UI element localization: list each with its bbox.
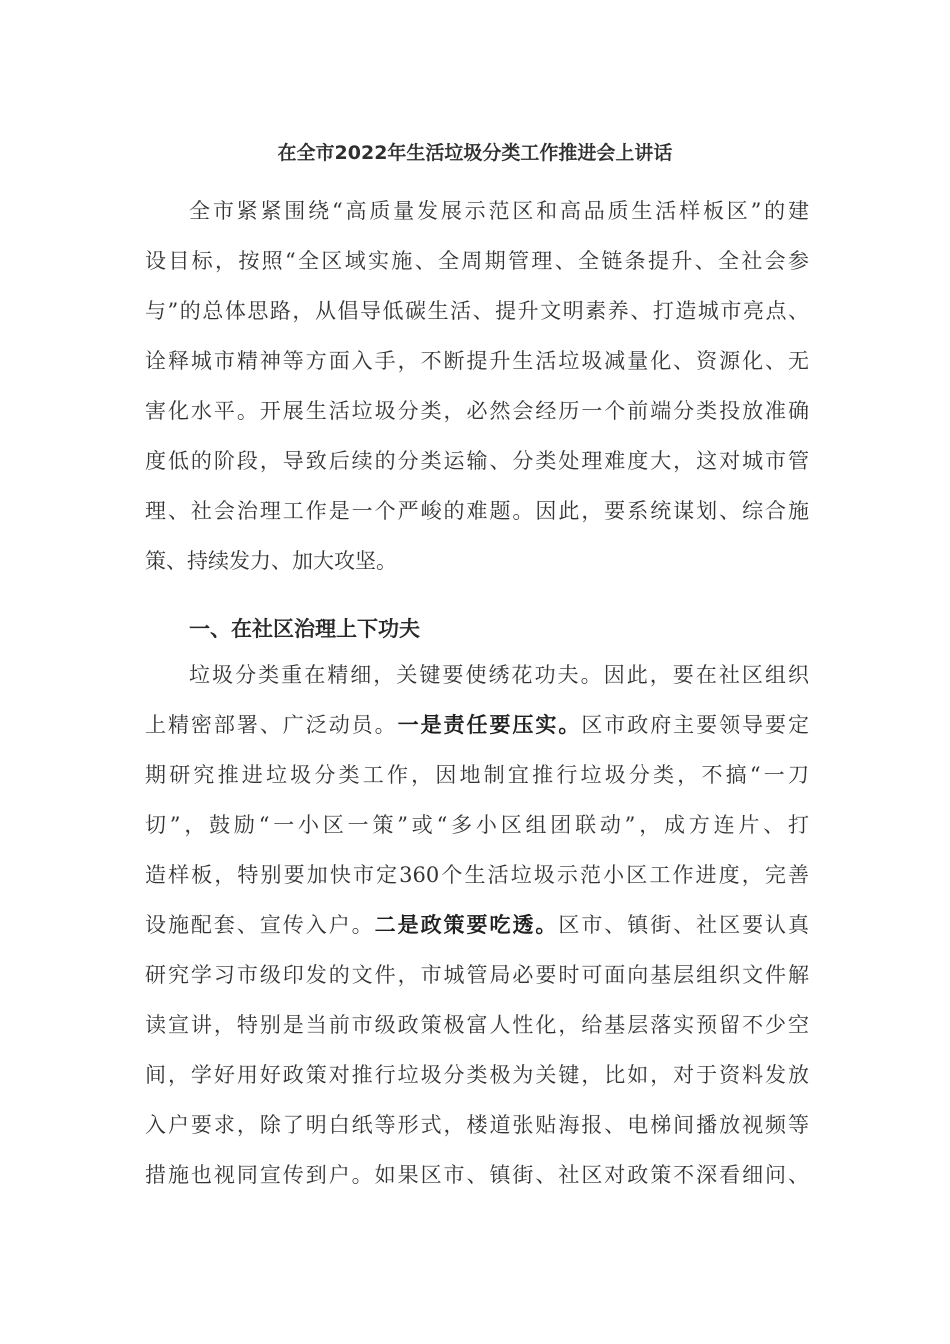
intro-line: 与”的总体思路，从倡导低碳生活、提升文明素养、打造城市亮点、	[145, 299, 809, 323]
intro-paragraph	[145, 186, 809, 586]
bold-key-point: 二是政策要吃透。	[374, 912, 559, 937]
paragraph-line: 读宣讲，特别是当前市级政策极富人性化，给基层落实预留不少空	[145, 1013, 809, 1037]
section1-paragraph	[145, 650, 809, 1200]
paragraph-line: 间，学好用好政策对推行垃圾分类极为关键，比如，对于资料发放	[145, 1063, 809, 1087]
text-run: 上精密部署、广泛动员。	[145, 713, 398, 737]
text-run: 区市、镇街、社区要认真	[558, 913, 809, 937]
intro-line: 度低的阶段，导致后续的分类运输、分类处理难度大，这对城市管	[145, 449, 809, 473]
paragraph-line	[145, 900, 809, 950]
intro-line: 策、持续发力、加大攻坚。	[145, 549, 397, 573]
page-title: 在全市2022年生活垃圾分类工作推进会上讲话	[277, 142, 673, 164]
intro-line: 害化水平。开展生活垃圾分类，必然会经历一个前端分类投放准确	[145, 399, 809, 423]
intro-line: 设目标，按照“全区域实施、全周期管理、全链条提升、全社会参	[145, 249, 809, 273]
section-heading: 一、在社区治理上下功夫	[189, 617, 420, 641]
paragraph-line	[145, 700, 809, 750]
paragraph-line: 垃圾分类重在精细，关键要使绣花功夫。因此，要在社区组织	[189, 663, 809, 687]
intro-line: 全市紧紧围绕“高质量发展示范区和高品质生活样板区”的建	[189, 199, 809, 223]
paragraph-line: 措施也视同宣传到户。如果区市、镇街、社区对政策不深看细问、	[145, 1163, 809, 1187]
text-run: 设施配套、宣传入户。	[145, 913, 375, 937]
paragraph-line: 入户要求，除了明白纸等形式，楼道张贴海报、电梯间播放视频等	[145, 1113, 809, 1137]
text-run: 区市政府主要领导要定	[581, 713, 809, 737]
bold-key-point: 一是责任要压实。	[397, 712, 582, 737]
intro-line: 诠释城市精神等方面入手，不断提升生活垃圾减量化、资源化、无	[145, 349, 809, 373]
paragraph-line: 研究学习市级印发的文件，市城管局必要时可面向基层组织文件解	[145, 963, 809, 987]
paragraph-line: 期研究推进垃圾分类工作，因地制宜推行垃圾分类，不搞“一刀	[145, 763, 809, 787]
intro-line: 理、社会治理工作是一个严峻的难题。因此，要系统谋划、综合施	[145, 499, 809, 523]
paragraph-line: 造样板，特别要加快市定360个生活垃圾示范小区工作进度，完善	[145, 863, 809, 887]
paragraph-line: 切”，鼓励“一小区一策”或“多小区组团联动”，成方连片、打	[145, 813, 809, 837]
